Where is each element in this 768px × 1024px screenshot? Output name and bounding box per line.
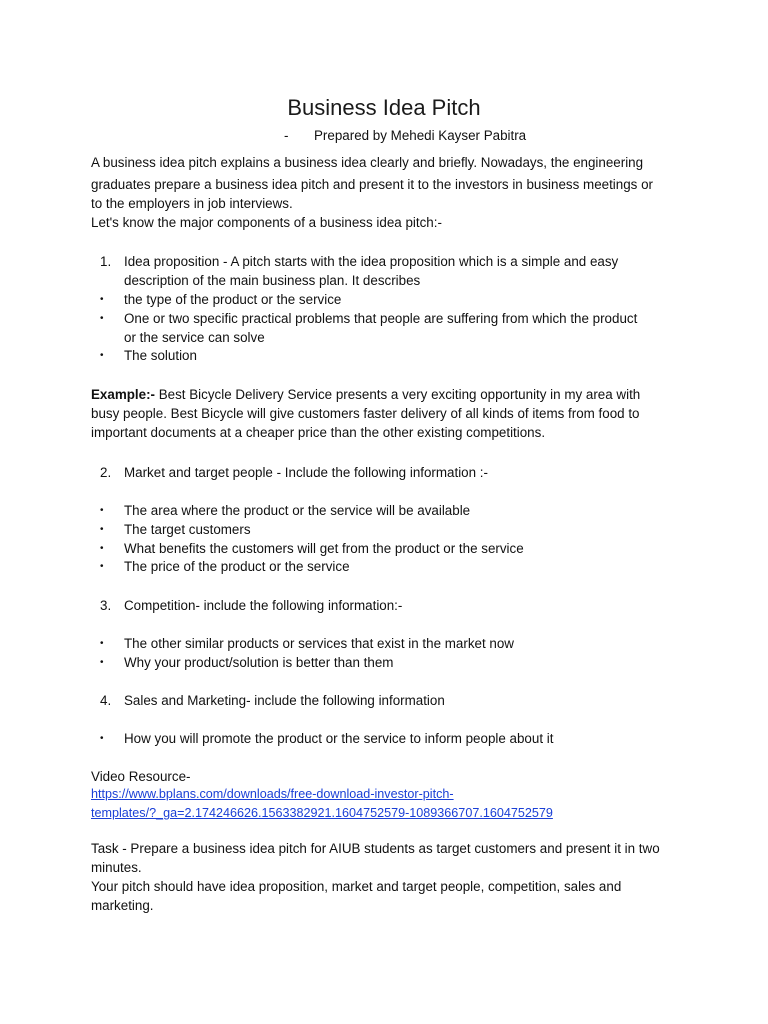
section-4-bullet-1	[100, 729, 680, 748]
bullet-icon: •	[100, 543, 104, 554]
bullet-text-continued: or the service can solve	[124, 330, 265, 345]
section-2-item	[100, 463, 680, 482]
intro-line-3: to the employers in job interviews.	[91, 196, 293, 211]
example-line-3: important documents at a cheaper price than the other existing competitions.	[91, 425, 546, 440]
section-1-item	[100, 252, 680, 290]
section-3-heading: Competition- include the following information:-	[124, 598, 403, 613]
bullet-icon: •	[100, 313, 104, 324]
section-2-bullet-1	[100, 501, 680, 520]
section-3-item	[100, 596, 680, 615]
section-1-number: 1.	[100, 254, 112, 269]
section-1-line-2: description of the main business plan. It describes	[124, 273, 421, 288]
section-1-line-1: Idea proposition - A pitch starts with the idea proposition which is a simple and easy	[124, 254, 619, 269]
example-line-2: busy people. Best Bicycle will give customers faster delivery of all kinds of items from food to	[91, 406, 640, 421]
bullet-text: One or two specific practical problems that people are suffering from which the product	[124, 311, 638, 326]
section-1-bullet-1	[100, 290, 680, 309]
bullet-text: The price of the product or the service	[124, 559, 350, 574]
video-link-line-1[interactable]: https://www.bplans.com/downloads/free-download-investor-pitch-	[91, 787, 454, 801]
bullet-icon: •	[100, 657, 104, 668]
bullet-text: The target customers	[124, 522, 251, 537]
bullet-text: The area where the product or the service will be available	[124, 503, 471, 518]
section-3-bullet-1	[100, 634, 680, 653]
video-resource-link[interactable]	[91, 785, 691, 823]
author-line	[284, 126, 526, 145]
example-text: Best Bicycle Delivery Service presents a very exciting opportunity in my area with	[155, 387, 641, 402]
bullet-text: What benefits the customers will get from the product or the service	[124, 541, 524, 556]
author-name: Prepared by Mehedi Kayser Pabitra	[314, 128, 527, 143]
section-2-number: 2.	[100, 465, 112, 480]
task-line-3: Your pitch should have idea proposition, market and target people, competition, sales and	[91, 879, 622, 894]
bullet-icon: •	[100, 350, 104, 361]
bullet-icon: •	[100, 524, 104, 535]
intro-line-2: graduates prepare a business idea pitch and present it to the investors in business meetings or	[91, 177, 653, 192]
section-4-item	[100, 691, 680, 710]
bullet-icon: •	[100, 733, 104, 744]
author-dash: -	[284, 128, 289, 143]
example-line-1	[91, 385, 691, 404]
video-link-line-2[interactable]: templates/?_ga=2.174246626.1563382921.1604752579-1089366707.1604752579	[91, 806, 553, 820]
video-resource-label: Video Resource-	[91, 769, 191, 784]
bullet-icon: •	[100, 561, 104, 572]
bullet-text: How you will promote the product or the service to inform people about it	[124, 731, 554, 746]
section-3-bullet-2	[100, 653, 680, 672]
section-4-heading: Sales and Marketing- include the following information	[124, 693, 445, 708]
section-4-number: 4.	[100, 693, 112, 708]
intro-line-4: Let's know the major components of a business idea pitch:-	[91, 215, 442, 230]
page-title: Business Idea Pitch	[287, 95, 481, 120]
bullet-icon: •	[100, 294, 104, 305]
task-line-2: minutes.	[91, 860, 142, 875]
section-1-bullet-2	[100, 309, 680, 347]
bullet-icon: •	[100, 505, 104, 516]
section-2-bullet-3	[100, 539, 680, 558]
bullet-text: the type of the product or the service	[124, 292, 342, 307]
section-2-heading: Market and target people - Include the following information :-	[124, 465, 488, 480]
section-2-bullet-2	[100, 520, 680, 539]
section-2-bullet-4	[100, 557, 680, 576]
bullet-text: Why your product/solution is better than them	[124, 655, 394, 670]
bullet-icon: •	[100, 638, 104, 649]
bullet-text: The solution	[124, 348, 197, 363]
task-line-1: Task - Prepare a business idea pitch for AIUB students as target customers and present it in two	[91, 841, 660, 856]
intro-line-1: A business idea pitch explains a business idea clearly and briefly. Nowadays, the engineering	[91, 155, 644, 170]
task-line-4: marketing.	[91, 898, 154, 913]
bullet-text: The other similar products or services that exist in the market now	[124, 636, 514, 651]
example-label: Example:-	[91, 387, 155, 402]
section-3-number: 3.	[100, 598, 112, 613]
section-1-bullet-3	[100, 346, 680, 365]
